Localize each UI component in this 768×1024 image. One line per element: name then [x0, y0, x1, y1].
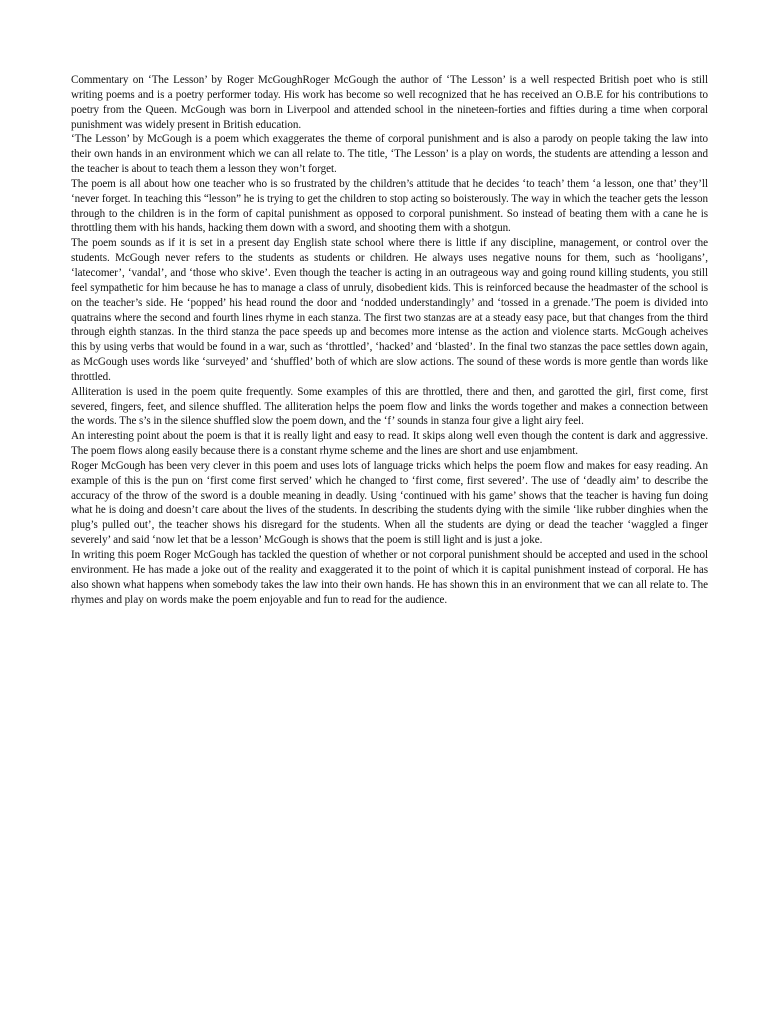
- paragraph-theme: ‘The Lesson’ by McGough is a poem which exaggerates the theme of corporal punishment and is also a parody on people taking the law into their own hands in an environment which we can all relate to. The title, ‘The Lesson’ is a play on words, the students are attending a lesson and the teacher is about to teach them a lesson they won’t forget.: [71, 133, 708, 176]
- paragraph-setting-structure: The poem sounds as if it is set in a present day English state school where there is little if any discipline, management, or control over the students. McGough never refers to the students as students or children. He always uses negative nouns for them, such as ‘hooligans’, ‘latecomer’, ‘vandal’, and ‘those who skive’. Even though the teacher is acting in an outrageous way and going round killing students, you still feel sympathetic for him because he has to manage a class of unruly, disobedient kids. This is reinforced because the headmaster of the school is on the teacher’s side. He ‘popped’ his head round the door and ‘nodded understandingly’ and ‘tossed in a grenade.’The poem is divided into quatrains where the second and fourth lines rhyme in each stanza. The first two stanzas are at a steady easy pace, but that changes from the third through eighth stanzas. In the third stanza the pace speeds up and becomes more intense as the action and violence starts. McGough acheives this by using verbs that would be found in a war, such as ‘throttled’, ‘hacked’ and ‘blasted’. In the final two stanzas the pace settles down again, as McGough uses words like ‘surveyed’ and ‘shuffled’ both of which are slow actions. The sound of these words is more gentle than words like throttled.: [71, 237, 708, 383]
- paragraph-conclusion: In writing this poem Roger McGough has tackled the question of whether or not corporal punishment should be accepted and used in the school environment. He has made a joke out of the reality and exaggerated it to the point of which it is capital punishment instead of corporal. He has also shown what happens when somebody takes the law into their own hands. He has shown this in an environment that we can all relate to. The rhymes and play on words make the poem enjoyable and fun to read for the audience.: [71, 549, 708, 606]
- paragraph-intro: Commentary on ‘The Lesson’ by Roger McGoughRoger McGough the author of ‘The Lesson’ is a well respected British poet who is still writing poems and is a poetry performer today. His work has become so well recognized that he has received an O.B.E for his contributions to poetry from the Queen. McGough was born in Liverpool and attended school in the nineteen-forties and fifties during a time when corporal punishment was widely present in British education.: [71, 74, 708, 131]
- paragraph-summary: The poem is all about how one teacher who is so frustrated by the children’s attitude that he decides ‘to teach’ them ‘a lesson, one that’ they’ll ‘never forget. In teaching this “lesson” he is trying to get the children to stop acting so boisterously. The way in which the teacher gets the lesson through to the children is in the form of capital punishment as opposed to corporal punishment. So instead of beating them with a cane he is throttling them with his hands, hacking them down with a sword, and shooting them with a shotgun.: [71, 177, 708, 235]
- paragraph-tone: An interesting point about the poem is that it is really light and easy to read. It skips along well even though the content is dark and aggressive. The poem flows along easily because there is a constant rhyme scheme and the lines are short and use enjambment.: [71, 430, 708, 458]
- paragraph-alliteration: Alliteration is used in the poem quite frequently. Some examples of this are throttled, there and then, and garotted the girl, first come, first severed, fingers, feet, and silence shuffled. The alliteration helps the poem flow and links the words together and makes a connection between the words. The s’s in the silence shuffled slow the poem down, and the ‘f’ sounds in stanza four give a light airy feel.: [71, 385, 708, 428]
- document-body: [71, 73, 708, 607]
- paragraph-language: Roger McGough has been very clever in this poem and uses lots of language tricks which helps the poem flow and makes for easy reading. An example of this is the pun on ‘first come first served’ which he changed to ‘first come, first severed’. The use of ‘deadly aim’ to describe the accuracy of the throw of the sword is a double meaning in deadly. Using ‘continued with his game’ shows that the teacher is having fun doing what he is doing and doesn’t care about the lives of the students. In describing the students dying with the simile ‘like rubber dinghies when the plug’s pulled out’, the teacher shows his disregard for the students. When all the students are dying or dead the teacher ‘waggled a finger severely’ and said ‘now let that be a lesson’ McGough is shows that the poem is still light and is just a joke.: [71, 459, 708, 547]
